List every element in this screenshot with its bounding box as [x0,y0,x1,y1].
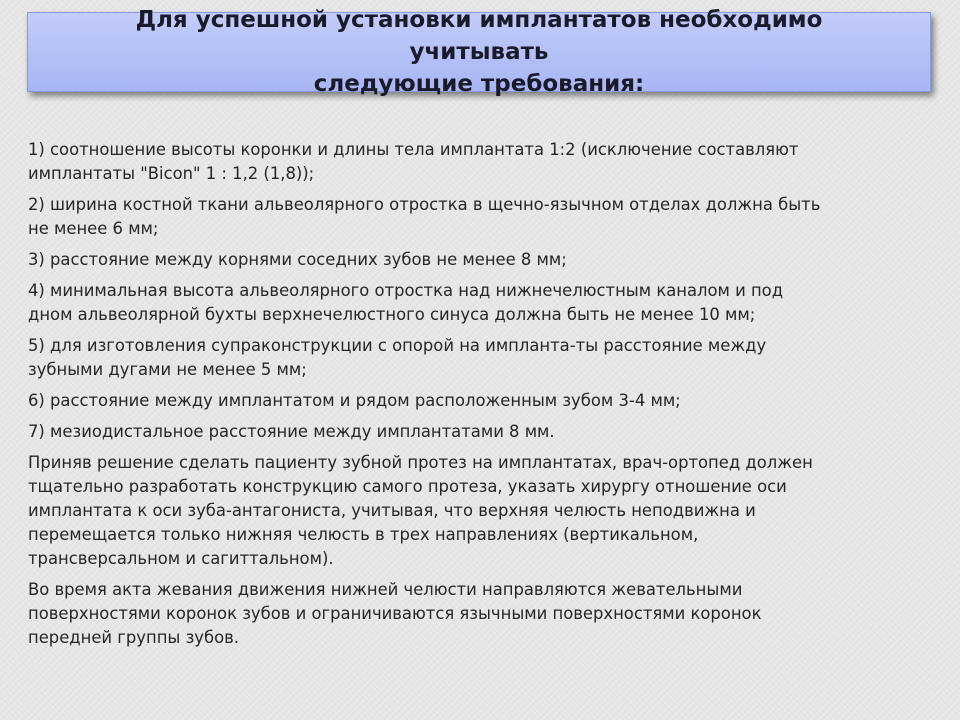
title-line-1: Для успешной установки имплантатов необходимо учитывать [135,7,823,65]
requirement-5 [28,334,920,382]
requirement-6 [28,389,920,413]
title-box [27,7,931,97]
text-line: Приняв решение сделать пациенту зубной протез на имплантатах, врач-ортопед должен [28,453,813,472]
slide-title [28,4,930,100]
text-line: дном альвеолярной бухты верхнечелюстного синуса должна быть не менее 10 мм; [28,305,756,324]
requirement-7 [28,420,920,444]
title-line-2: следующие требования: [313,71,645,97]
text-line: тщательно разработать конструкцию самого протеза, указать хирургу отношение оси [28,477,787,496]
text-line: 4) минимальная высота альвеолярного отростка над нижнечелюстным каналом и под [28,281,784,300]
requirement-3 [28,248,920,272]
text-line: перемещается только нижняя челюсть в трех направлениях (вертикальном, [28,525,699,544]
text-line: не менее 6 мм; [28,219,159,238]
text-line: 5) для изготовления супраконструкции с опорой на импланта-ты расстояние между [28,336,767,355]
text-line: 1) соотношение высоты коронки и длины тела имплантата 1:2 (исключение составляют [28,140,799,159]
text-line: зубными дугами не менее 5 мм; [28,360,307,379]
text-line: поверхностями коронок зубов и ограничиваются язычными поверхностями коронок [28,604,762,623]
text-line: трансверсальном и сагиттальном). [28,549,334,568]
requirement-2 [28,193,920,241]
requirement-4 [28,279,920,327]
text-line: Во время акта жевания движения нижней челюсти направляются жевательными [28,580,743,599]
text-line: 6) расстояние между имплантатом и рядом расположенным зубом 3-4 мм; [28,391,681,410]
text-line: передней группы зубов. [28,628,240,647]
chewing-paragraph [28,578,920,650]
text-line: 7) мезиодистальное расстояние между имплантатами 8 мм. [28,422,555,441]
text-line: 3) расстояние между корнями соседних зубов не менее 8 мм; [28,250,567,269]
body-text [28,138,920,657]
prosthesis-paragraph [28,451,920,571]
text-line: имплантаты "Bicon" 1 : 1,2 (1,8)); [28,164,315,183]
text-line: 2) ширина костной ткани альвеолярного отростка в щечно-язычном отделах должна быть [28,195,821,214]
text-line: имплантата к оси зуба-антагониста, учитывая, что верхняя челюсть неподвижна и [28,501,756,520]
requirement-1 [28,138,920,186]
